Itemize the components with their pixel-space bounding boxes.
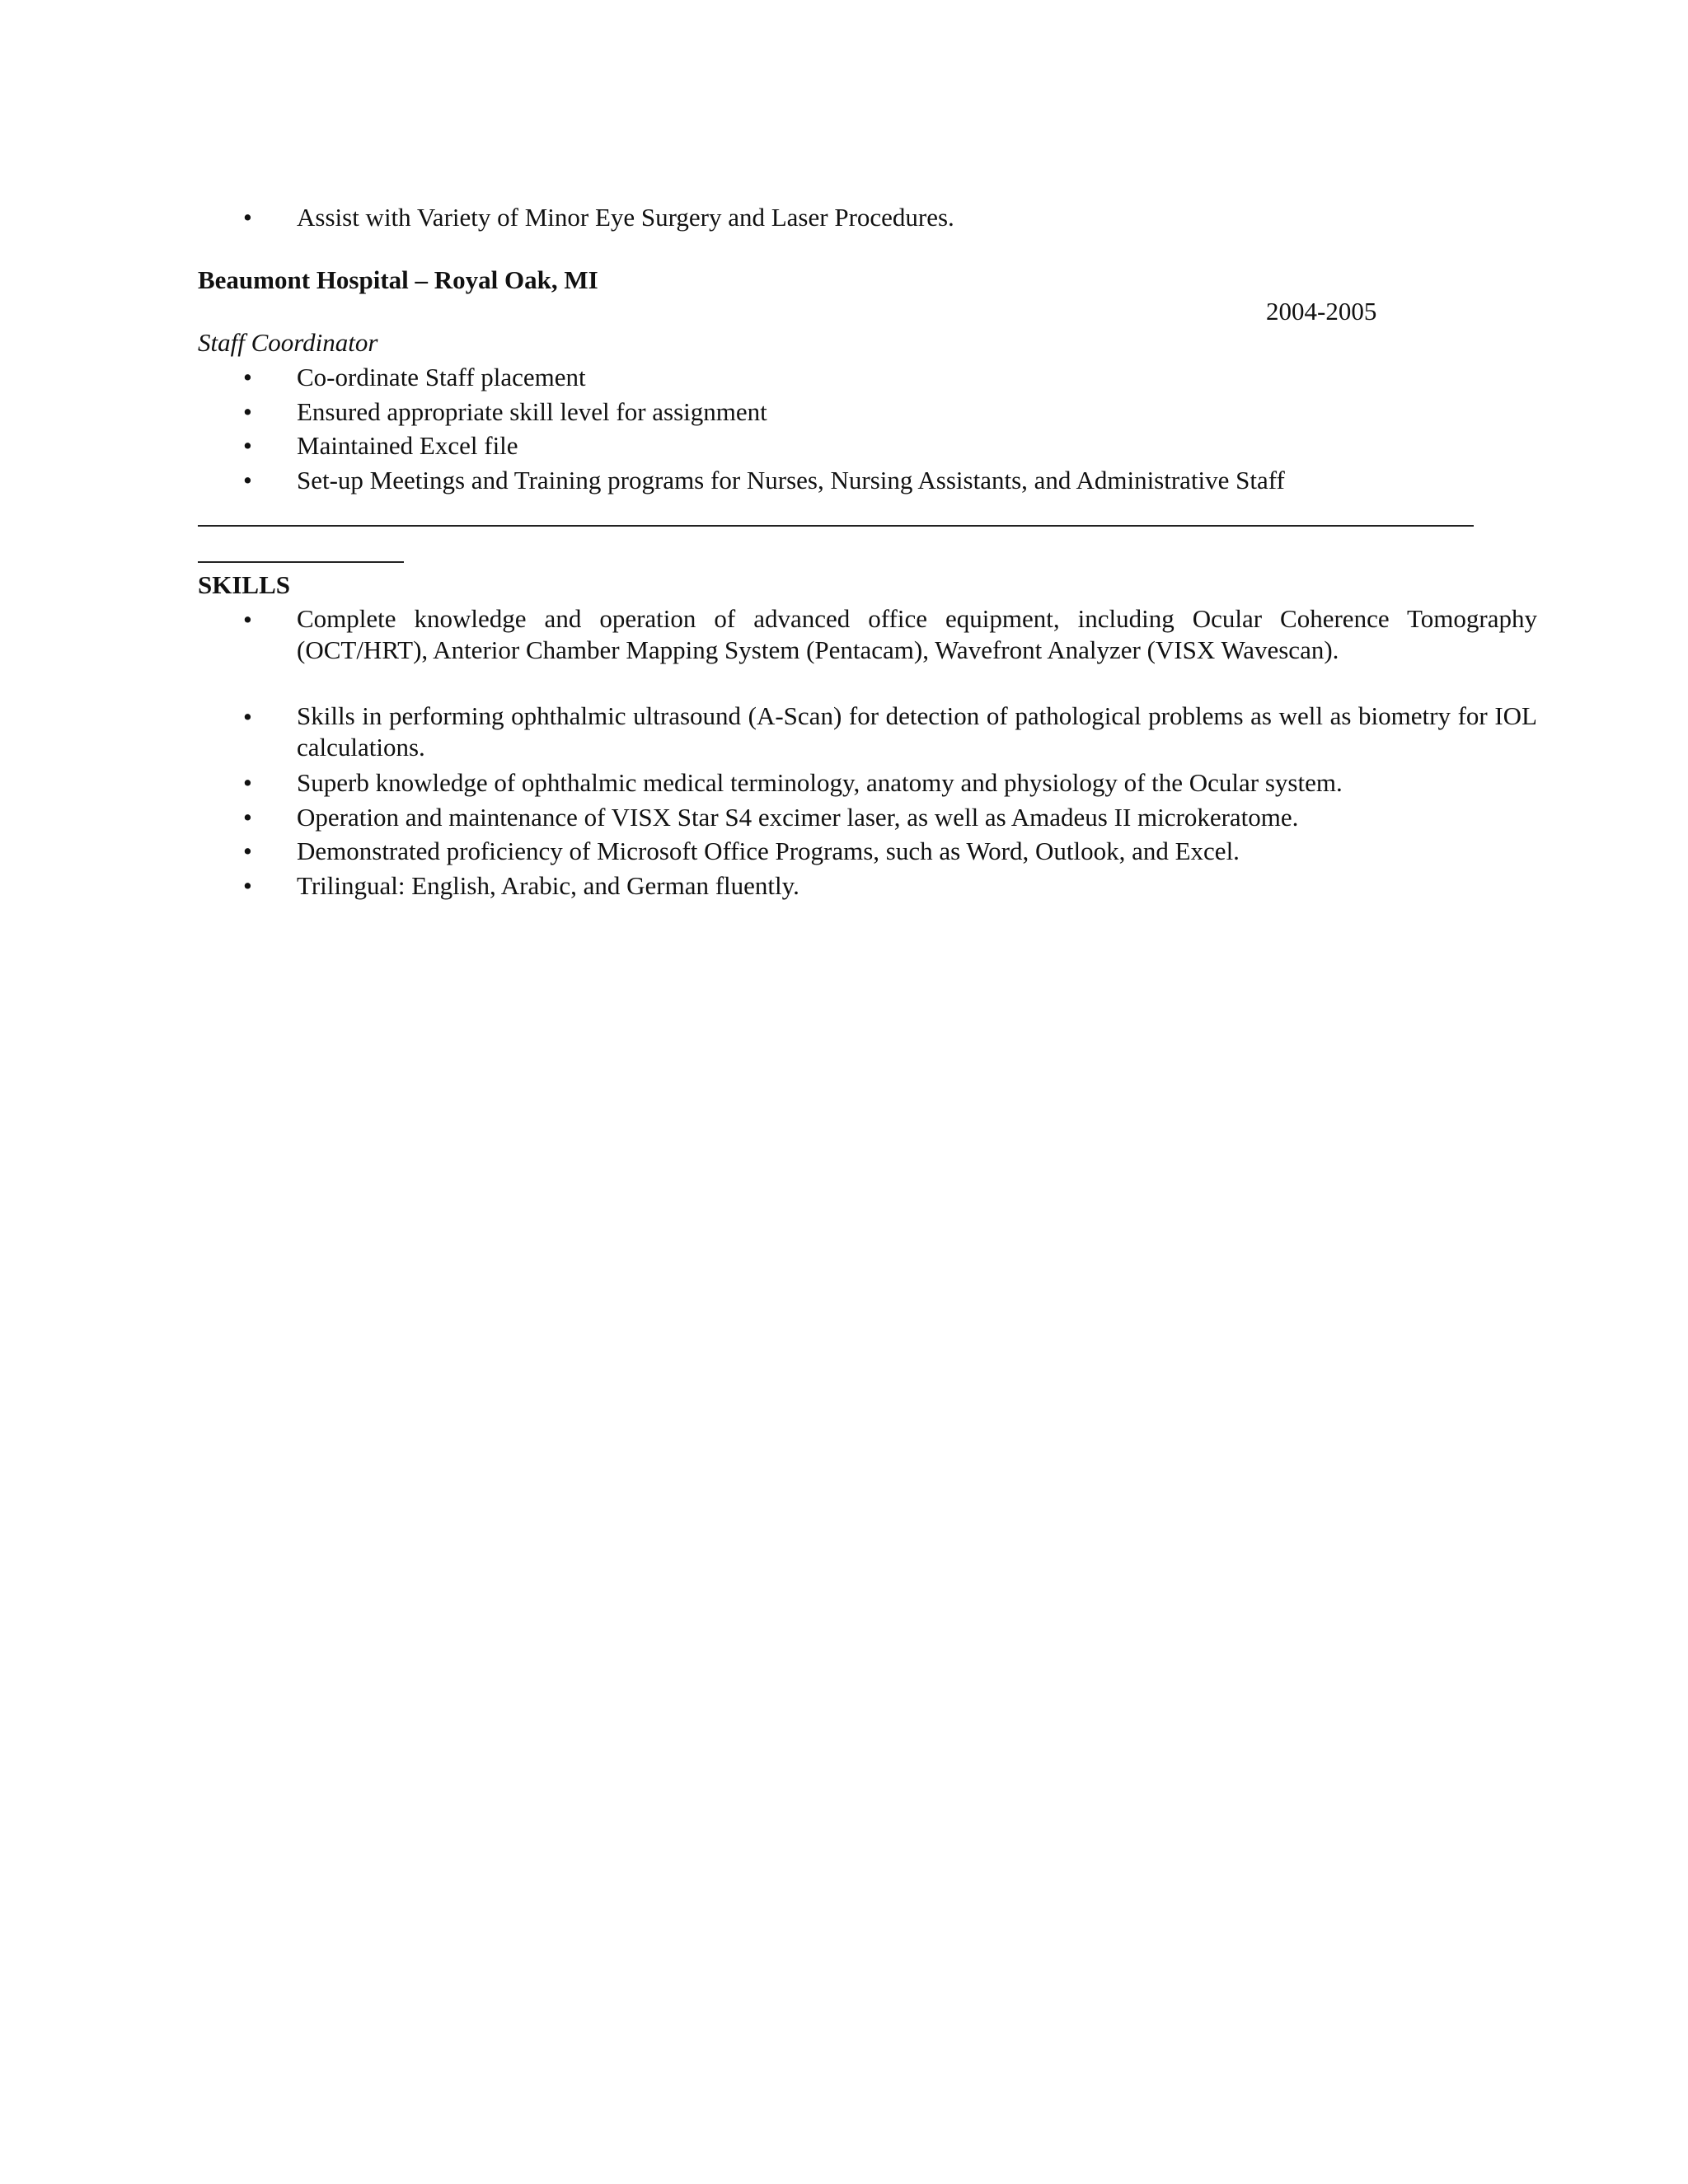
bullet-glyph: • <box>243 702 252 731</box>
bullet-glyph: • <box>243 431 252 460</box>
bullet-glyph: • <box>243 466 252 494</box>
bullet-glyph: • <box>243 605 252 634</box>
section-divider <box>198 525 1474 527</box>
bullet-text: Superb knowledge of ophthalmic medical terminology, anatomy and physiology of the Ocular system. <box>297 768 1343 797</box>
section-divider-short <box>198 561 404 563</box>
bullet-text: Maintained Excel file <box>297 431 518 460</box>
bullet-glyph: • <box>243 363 252 391</box>
bullet-text: Skills in performing ophthalmic ultrasound (A-Scan) for detection of pathological problems as well as biometry for IOL calculations. <box>297 701 1537 762</box>
bullet-glyph: • <box>243 837 252 865</box>
bullet-glyph: • <box>243 397 252 426</box>
bullet-text: Assist with Variety of Minor Eye Surgery and Laser Procedures. <box>297 203 954 232</box>
bullet-text: Complete knowledge and operation of advanced office equipment, including Ocular Coherence Tomography (OCT/HRT), Anterior Chamber Mapping System (Pentacam), Wavefront Analyzer (VISX Wavescan). <box>297 604 1537 664</box>
skills-heading: SKILLS <box>198 570 291 599</box>
bullet-text: Demonstrated proficiency of Microsoft Office Programs, such as Word, Outlook, and Excel. <box>297 837 1240 865</box>
bullet-text: Co-ordinate Staff placement <box>297 363 586 391</box>
bullet-text: Trilingual: English, Arabic, and German fluently. <box>297 871 799 900</box>
employer-name: Beaumont Hospital – Royal Oak, MI <box>198 265 598 294</box>
bullet-text: Set-up Meetings and Training programs for Nurses, Nursing Assistants, and Administrative Staff <box>297 466 1285 494</box>
bullet-glyph: • <box>243 871 252 900</box>
bullet-glyph: • <box>243 768 252 797</box>
employment-dates: 2004-2005 <box>1266 297 1377 326</box>
bullet-glyph: • <box>243 803 252 832</box>
bullet-text: Operation and maintenance of VISX Star S4 excimer laser, as well as Amadeus II microkeratome. <box>297 803 1299 832</box>
job-title: Staff Coordinator <box>198 328 378 357</box>
bullet-text: Ensured appropriate skill level for assignment <box>297 397 767 426</box>
bullet-glyph: • <box>243 203 252 232</box>
